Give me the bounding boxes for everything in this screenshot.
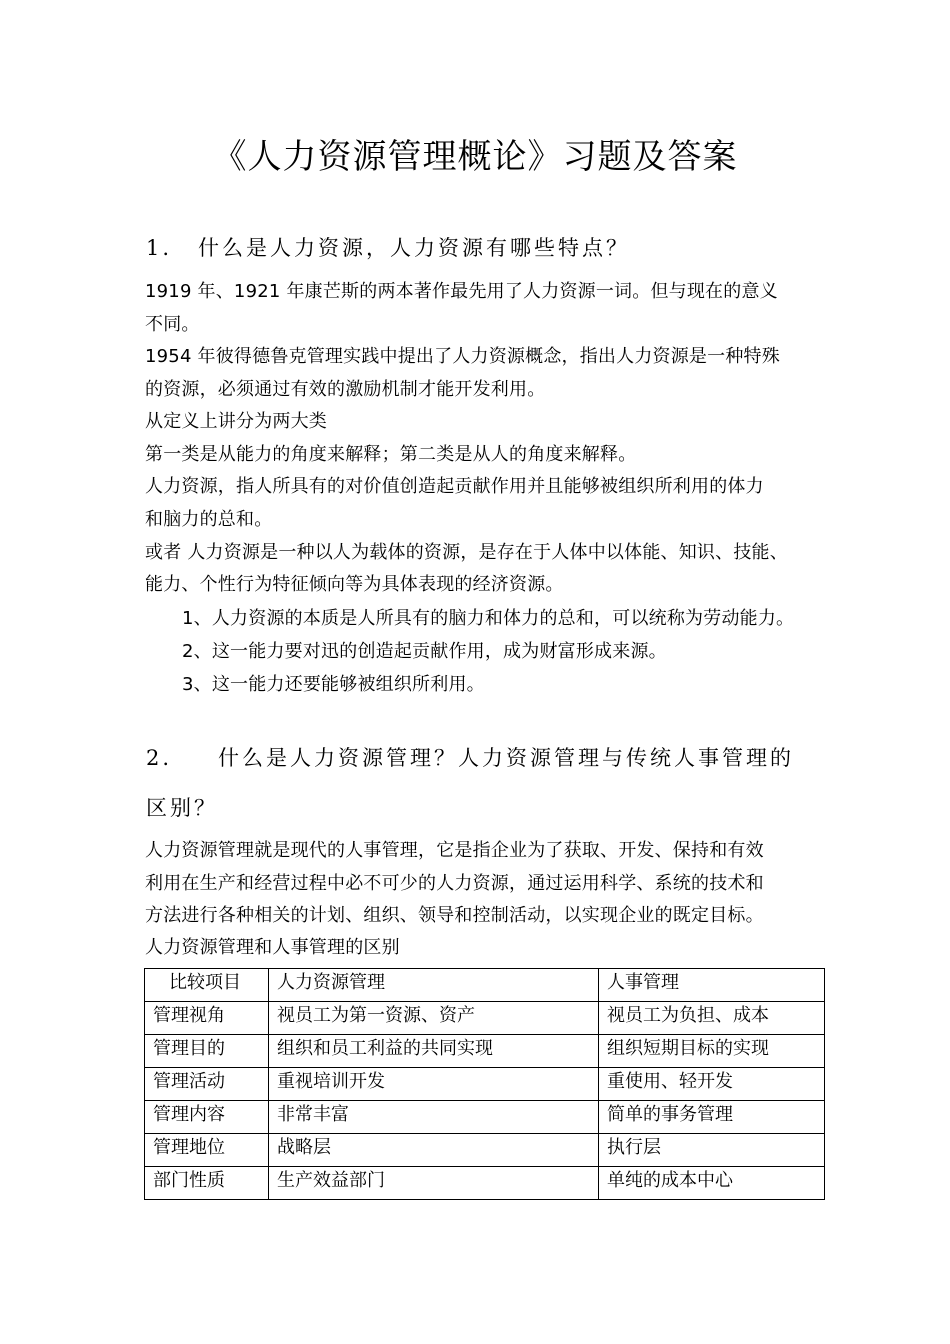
table-row — [145, 1101, 825, 1134]
answer-2-line: 方法进行各种相关的计划、组织、领导和控制活动，以实现企业的既定目标。 — [145, 905, 764, 926]
table-header-cell: 比较项目 — [145, 969, 269, 1002]
answer-2-line: 利用在生产和经营过程中必不可少的人力资源，通过运用科学、系统的技术和 — [145, 873, 764, 894]
answer-1-line: 不同。 — [145, 314, 200, 335]
table-cell: 单纯的成本中心 — [599, 1167, 825, 1200]
question-2-heading — [146, 744, 794, 772]
table-cell: 简单的事务管理 — [599, 1101, 825, 1134]
answer-1-line: 能力、个性行为特征倾向等为具体表现的经济资源。 — [145, 574, 564, 595]
table-cell: 执行层 — [599, 1134, 825, 1167]
table-row — [145, 1002, 825, 1035]
table-cell: 组织和员工利益的共同实现 — [269, 1035, 599, 1068]
table-cell: 视员工为第一资源、资产 — [269, 1002, 599, 1035]
table-row — [145, 1167, 825, 1200]
table-header-row — [145, 969, 825, 1002]
answer-1-line: 或者 人力资源是一种以人为载体的资源，是存在于人体中以体能、知识、技能、 — [145, 542, 788, 563]
table-caption: 人力资源管理和人事管理的区别 — [145, 937, 400, 958]
question-2-number: 2. — [146, 746, 173, 770]
question-1-heading — [146, 234, 630, 262]
table-row — [145, 1068, 825, 1101]
table-header-cell: 人事管理 — [599, 969, 825, 1002]
answer-1-line: 1919 年、1921 年康芒斯的两本著作最先用了人力资源一词。但与现在的意义 — [145, 281, 778, 302]
comparison-table — [144, 968, 825, 1200]
table-cell: 视员工为负担、成本 — [599, 1002, 825, 1035]
answer-1-point: 2、这一能力要对迅的创造起贡献作用，成为财富形成来源。 — [182, 641, 667, 662]
table-cell: 重使用、轻开发 — [599, 1068, 825, 1101]
question-2-text: 什么是人力资源管理？人力资源管理与传统人事管理的 — [218, 746, 794, 770]
table-cell: 生产效益部门 — [269, 1167, 599, 1200]
table-header-cell: 人力资源管理 — [269, 969, 599, 1002]
answer-1-line: 第一类是从能力的角度来解释；第二类是从人的角度来解释。 — [145, 444, 637, 465]
answer-2-line: 人力资源管理就是现代的人事管理，它是指企业为了获取、开发、保持和有效 — [145, 840, 764, 861]
table-cell: 非常丰富 — [269, 1101, 599, 1134]
question-1-text: 什么是人力资源，人力资源有哪些特点？ — [198, 236, 630, 260]
answer-1-line: 和脑力的总和。 — [145, 509, 273, 530]
table-cell: 部门性质 — [145, 1167, 269, 1200]
table-cell: 管理视角 — [145, 1002, 269, 1035]
question-2-heading-continued: 区别？ — [146, 796, 218, 820]
question-1-number: 1. — [146, 236, 173, 260]
table-cell: 组织短期目标的实现 — [599, 1035, 825, 1068]
answer-1-line: 的资源，必须通过有效的激励机制才能开发利用。 — [145, 379, 546, 400]
table-cell: 管理地位 — [145, 1134, 269, 1167]
table-cell: 战略层 — [269, 1134, 599, 1167]
table-row — [145, 1035, 825, 1068]
answer-1-line: 人力资源，指人所具有的对价值创造起贡献作用并且能够被组织所利用的体力 — [145, 476, 764, 497]
table-cell: 管理活动 — [145, 1068, 269, 1101]
table-cell: 重视培训开发 — [269, 1068, 599, 1101]
answer-1-point: 3、这一能力还要能够被组织所利用。 — [182, 674, 485, 695]
table-cell: 管理目的 — [145, 1035, 269, 1068]
table-cell: 管理内容 — [145, 1101, 269, 1134]
answer-1-line: 从定义上讲分为两大类 — [145, 411, 327, 432]
answer-1-point: 1、人力资源的本质是人所具有的脑力和体力的总和，可以统称为劳动能力。 — [182, 608, 795, 629]
document-title: 《人力资源管理概论》习题及答案 — [212, 137, 738, 177]
table-row — [145, 1134, 825, 1167]
answer-1-line: 1954 年彼得德鲁克管理实践中提出了人力资源概念，指出人力资源是一种特殊 — [145, 346, 780, 367]
